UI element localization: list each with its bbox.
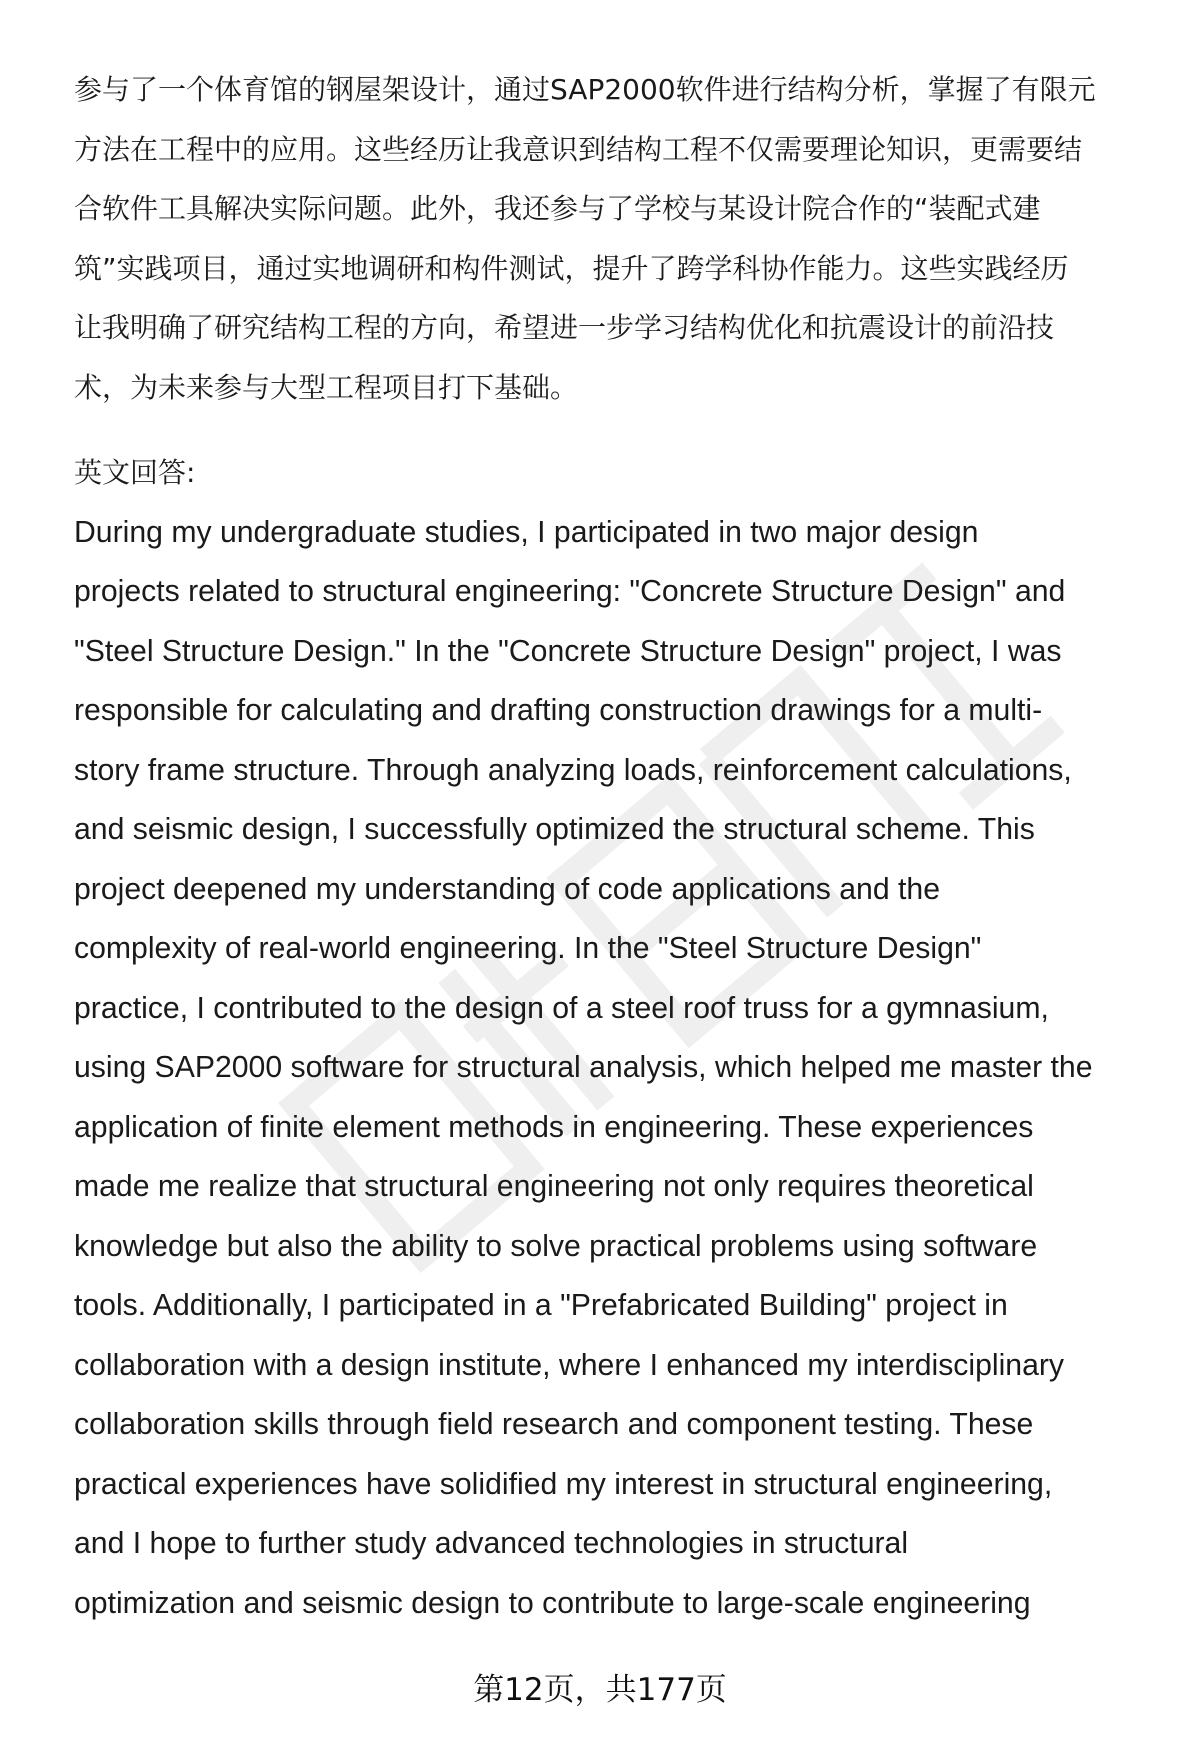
text-line: projects related to structural engineering: "Concrete Structure Design" and <box>74 575 1066 608</box>
text-line: During my undergraduate studies, I participated in two major design <box>74 515 979 549</box>
text-line: optimization and seismic design to contribute to large-scale engineering <box>74 1586 1031 1620</box>
text-line: 让我明确了研究结构工程的方向，希望进一步学习结构优化和抗震设计的前沿技 <box>74 311 1055 344</box>
text-line: application of finite element methods in engineering. These experiences <box>74 1110 1034 1144</box>
text-line: 合软件工具解决实际问题。此外，我还参与了学校与某设计院合作的“装配式建 <box>74 192 1041 225</box>
text-line: knowledge but also the ability to solve practical problems using software <box>74 1229 1038 1263</box>
text-line: 术，为未来参与大型工程项目打下基础。 <box>74 370 579 404</box>
text-line: project deepened my understanding of code applications and the <box>74 872 940 906</box>
text-line: 筑”实践项目，通过实地调研和构件测试，提升了跨学科协作能力。这些实践经历 <box>74 251 1069 285</box>
text-line: and I hope to further study advanced technologies in structural <box>74 1527 909 1560</box>
page-content <box>74 60 1154 1633</box>
text-line: "Steel Structure Design." In the "Concrete Structure Design" project, I was <box>74 634 1062 668</box>
text-line: story frame structure. Through analyzing loads, reinforcement calculations, <box>74 753 1072 787</box>
text-line: 方法在工程中的应用。这些经历让我意识到结构工程不仅需要理论知识，更需要结 <box>74 132 1083 166</box>
text-line: collaboration skills through field research and component testing. These <box>74 1408 1034 1441</box>
text-line: complexity of real-world engineering. In the "Steel Structure Design" <box>74 932 982 965</box>
text-line: using SAP2000 software for structural analysis, which helped me master the <box>74 1051 1093 1084</box>
chinese-answer-paragraph <box>74 60 1154 417</box>
text-line: tools. Additionally, I participated in a "Prefabricated Building" project in <box>74 1289 1008 1322</box>
text-line: responsible for calculating and drafting construction drawings for a multi- <box>74 694 1043 727</box>
text-line: collaboration with a design institute, where I enhanced my interdisciplinary <box>74 1348 1065 1382</box>
text-line: 参与了一个体育馆的钢屋架设计，通过SAP2000软件进行结构分析，掌握了有限元 <box>74 73 1096 106</box>
page-number-footer: 第12页，共177页 <box>473 1672 727 1708</box>
english-answer-paragraph <box>74 503 1154 1634</box>
text-line: practice, I contributed to the design of a steel roof truss for a gymnasium, <box>74 991 1049 1025</box>
english-answer-label: 英文回答: <box>74 456 196 489</box>
text-line: and seismic design, I successfully optimized the structural scheme. This <box>74 813 1035 846</box>
text-line: practical experiences have solidified my interest in structural engineering, <box>74 1467 1053 1501</box>
text-line: made me realize that structural engineering not only requires theoretical <box>74 1170 1034 1203</box>
